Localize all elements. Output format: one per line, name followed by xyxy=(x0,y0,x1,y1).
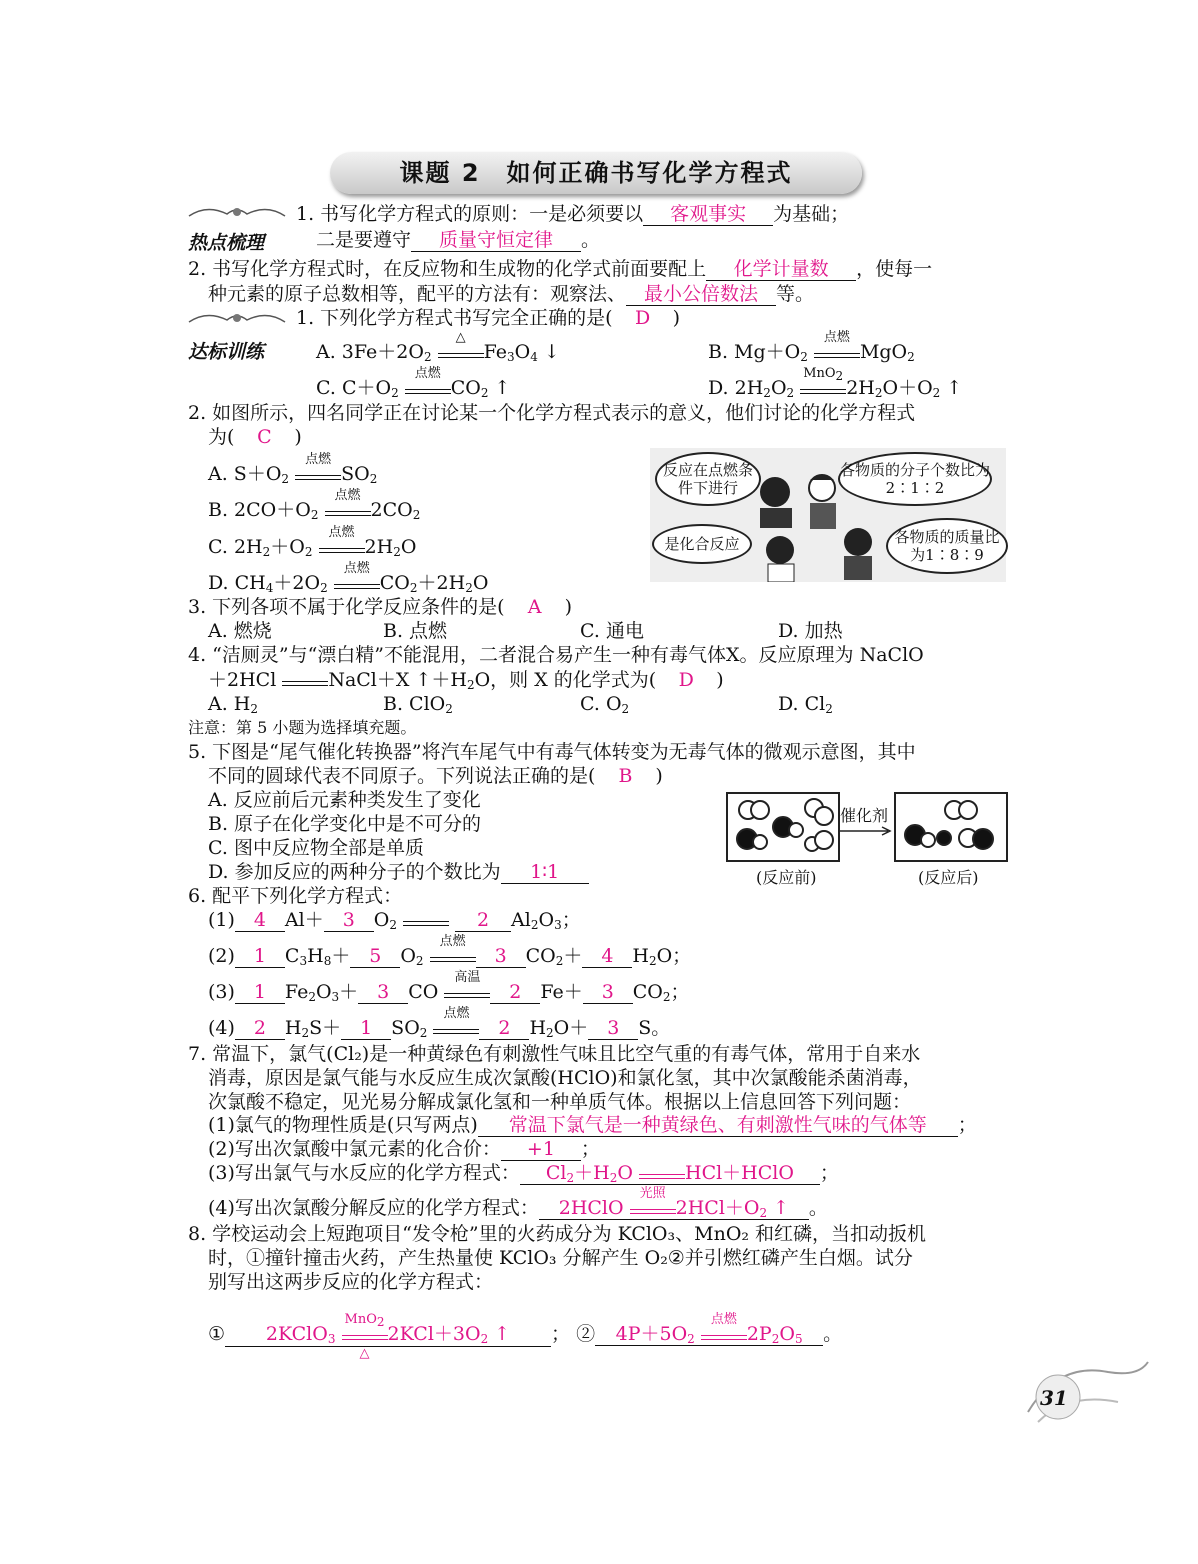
drill-q1: 1. 下列化学方程式书写完全正确的是( D ) xyxy=(296,307,681,329)
drill-q2b: 为( C ) xyxy=(208,426,302,448)
q7-3: (3)写出氯气与水反应的化学方程式： $Cl_2+H_2O$ HCl＋HClO ； xyxy=(208,1162,839,1185)
hot-q1a: 1. 书写化学方程式的原则：一是必须要以 客观事实 为基础； xyxy=(296,203,850,225)
q3-option-a: A. 燃烧 xyxy=(208,620,272,642)
q1-option-d: D. $2H_2O_2$ MnO$_2$ $2H_2O+O_2$ ↑ xyxy=(708,366,963,400)
atom xyxy=(972,828,994,850)
q5-option-b: B. 原子在化学变化中是不可分的 xyxy=(208,813,482,835)
atom xyxy=(936,830,952,846)
drill-q7c: 次氯酸不稳定，见光易分解成氯化氢和一种单质气体。根据以上信息回答下列问题： xyxy=(208,1091,912,1113)
q4-option-b: B. ClO$_2$ xyxy=(383,693,453,716)
hot-q1b: 二是要遵守 质量守恒定律 。 xyxy=(316,229,601,251)
page-number: 31 xyxy=(1040,1386,1068,1410)
q6-eq2: (2) 1 $C_3H_8+ 5$ $O_2$ 点燃 3 $CO_2+ 4$ $H_2O$； xyxy=(208,934,692,968)
atom xyxy=(752,834,768,850)
q5-option-a: A. 反应前后元素种类发生了变化 xyxy=(208,789,481,811)
page-decoration-icon xyxy=(1008,1352,1158,1432)
q7-4: (4)写出次氯酸分解反应的化学方程式： 2HClO 光照 $2HCl+O_2$ ↑ 。 xyxy=(208,1186,828,1220)
drill-q7a: 7. 常温下，氯气(Cl₂)是一种黄绿色有刺激性气味且比空气重的有毒气体，常用于自来水 xyxy=(188,1043,921,1065)
drill-q8a: 8. 学校运动会上短跑项目“发令枪”里的火药成分为 KClO₃、MnO₂ 和红磷，当扣动扳机 xyxy=(188,1223,927,1245)
q3-option-d: D. 加热 xyxy=(778,620,843,642)
lesson-title: 课题 2 如何正确书写化学方程式 xyxy=(399,159,793,187)
bubble-3: 是化合反应 xyxy=(652,524,752,564)
drill-q7b: 消毒，原因是氯气能与水反应生成次氯酸(HClO)和氯化氢，其中次氯酸能杀菌消毒， xyxy=(208,1067,922,1089)
section-hot: 热点梳理 xyxy=(188,232,265,254)
q6-eq1: (1) 4 Al＋ 3 $O_2$ 2 $Al_2O_3$； xyxy=(208,909,581,932)
ornament-icon xyxy=(187,204,287,222)
q4-option-a: A. $H_2$ xyxy=(208,693,259,716)
q2-option-c: C. $2H_2+O_2$ 点燃 $2H_2O$ xyxy=(208,525,417,559)
arrow-icon xyxy=(838,826,894,836)
q3-option-c: C. 通电 xyxy=(580,620,644,642)
drill-q3: 3. 下列各项不属于化学反应条件的是( A ) xyxy=(188,596,573,618)
student-figures-icon xyxy=(750,470,880,582)
q5-option-d: D. 参加反应的两种分子的个数比为 1∶1 xyxy=(208,860,589,884)
atom xyxy=(958,800,978,820)
q8-answers: ① 2KClO$_3$ MnO$_2$ △ $2KCl+3O_2$ ↑ ； ② $4P+5O_2$ 点燃 $2P_2O_5$ 。 xyxy=(208,1312,843,1361)
catalyst-label: 催化剂 xyxy=(840,806,889,825)
drill-q6: 6. 配平下列化学方程式： xyxy=(188,885,403,907)
q1-option-c: C. $C+O_2$ 点燃 $CO_2$ ↑ xyxy=(316,366,511,400)
drill-q2a: 2. 如图所示，四名同学正在讨论某一个化学方程式表示的意义，他们讨论的化学方程式 xyxy=(188,402,916,424)
section-drill: 达标训练 xyxy=(188,341,265,363)
drill-q8c: 别写出这两步反应的化学方程式： xyxy=(208,1271,494,1293)
q2-option-b: B. $2CO+O_2$ 点燃 $2CO_2$ xyxy=(208,488,421,522)
hot-q2b: 种元素的原子总数相等，配平的方法有：观察法、 最小公倍数法 等。 xyxy=(208,283,815,305)
q4-option-c: C. $O_2$ xyxy=(580,693,630,716)
q3-option-b: B. 点燃 xyxy=(383,620,448,642)
drill-q8b: 时，①撞针撞击火药，产生热量使 KClO₃ 分解产生 O₂②并引燃红磷产生白烟。试分 xyxy=(208,1247,913,1269)
bubble-4: 各物质的质量比为1∶8∶9 xyxy=(886,518,1008,574)
q7-1: (1)氯气的物理性质是(只写两点) 常温下氯气是一种黄绿色、有刺激性气味的气体等 ； xyxy=(208,1114,977,1136)
before-label: (反应前) xyxy=(756,868,817,887)
q5-option-c: C. 图中反应物全部是单质 xyxy=(208,837,424,859)
ornament-icon xyxy=(187,310,287,328)
drill-q5b: 不同的圆球代表不同原子。下列说法正确的是( B ) xyxy=(208,765,663,787)
atom xyxy=(750,800,770,820)
after-label: (反应后) xyxy=(918,868,979,887)
q4-option-d: D. $Cl_2$ xyxy=(778,693,833,716)
q2-option-d: D. $CH_4+2O_2$ 点燃 $CO_2+2H_2O$ xyxy=(208,561,489,595)
drill-q5a: 5. 下图是“尾气催化转换器”将汽车尾气中有毒气体转变为无毒气体的微观示意图，其中 xyxy=(188,741,916,763)
q1-option-b: B. $Mg+O_2$ 点燃 MgO$_2$ xyxy=(708,330,915,364)
bubble-1: 反应在点燃条件下进行 xyxy=(655,452,761,506)
q1-option-a: A. $3Fe+2O_2$ △ $Fe_3O_4$ ↓ xyxy=(316,330,560,364)
hot-q2a: 2. 书写化学方程式时，在反应物和生成物的化学式前面要配上 化学计量数 ，使每一 xyxy=(188,258,933,280)
atom xyxy=(920,832,936,848)
q7-2: (2)写出次氯酸中氯元素的化合价： +1 ； xyxy=(208,1138,600,1160)
q2-option-a: A. $S+O_2$ 点燃 $SO_2$ xyxy=(208,452,378,486)
atom xyxy=(788,822,804,838)
note: 注意：第 5 小题为选择填充题。 xyxy=(188,718,417,737)
q6-eq3: (3) 1 $Fe_2O_3+ 3$ CO 高温 2 Fe＋ 3 $CO_2$； xyxy=(208,970,690,1004)
atom xyxy=(814,806,834,826)
lesson-title-bar xyxy=(330,152,862,194)
q6-eq4: (4) 2 $H_2S+ 1$ $SO_2$ 点燃 2 $H_2O+ 3$ S。 xyxy=(208,1006,671,1040)
atom xyxy=(814,830,834,850)
drill-q4a: 4. “洁厕灵”与“漂白精”不能混用，二者混合易产生一种有毒气体X。反应原理为 NaClO xyxy=(188,644,924,666)
drill-q4b: ＋2HCl NaCl＋X $↑+H_2O$，则 X 的化学式为( D ) xyxy=(208,669,724,692)
bubble-2: 各物质的分子个数比为2∶1∶2 xyxy=(838,452,992,506)
